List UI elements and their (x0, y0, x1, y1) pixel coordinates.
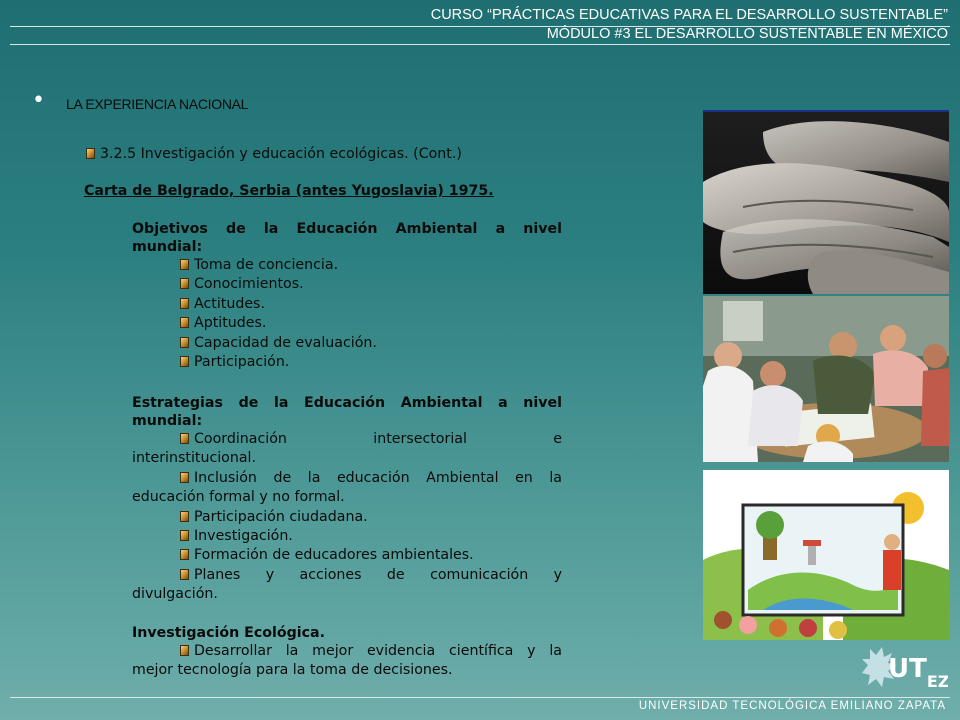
objetivos-heading-line1: Objetivos de la Educación Ambiental a nivel (132, 221, 562, 237)
small-gold-square-icon (180, 530, 189, 541)
list-item (132, 314, 562, 333)
list-item (132, 430, 562, 449)
small-gold-square-icon (180, 645, 189, 656)
list-item (132, 275, 562, 294)
logo-text: $UT_{EZ}$ (888, 654, 948, 691)
group-workshop-photo (703, 296, 949, 462)
small-gold-square-icon (86, 148, 95, 159)
utez-logo (862, 645, 948, 695)
footer-university: UNIVERSIDAD TECNOLÓGICA EMILIANO ZAPATA (638, 700, 946, 712)
list-item-text: Desarrollar la mejor evidencia científica y la (194, 643, 562, 659)
list-item (132, 256, 562, 275)
list-item (132, 642, 562, 661)
small-gold-square-icon (180, 433, 189, 444)
list-item-text: Aptitudes. (194, 315, 267, 332)
list-item-text: Coordinación intersectorial e (194, 431, 562, 447)
subsection-text: 3.2.5 Investigación y educación ecológicas. (Cont.) (100, 146, 462, 162)
list-item-text: Conocimientos. (194, 276, 304, 293)
small-gold-square-icon (180, 549, 189, 560)
list-item (132, 334, 562, 353)
list-item (132, 295, 562, 314)
objetivos-block (132, 220, 562, 372)
list-item (132, 546, 562, 565)
section-title: LA EXPERIENCIA NACIONAL (66, 96, 249, 112)
list-item-text: Toma de conciencia. (194, 257, 339, 273)
header-course-title: CURSO “PRÁCTICAS EDUCATIVAS PARA EL DESARROLLO SUSTENTABLE” (430, 7, 948, 23)
list-item-text: Formación de educadores ambientales. (194, 547, 474, 564)
objetivos-heading-line2: mundial: (132, 239, 203, 255)
small-gold-square-icon (180, 278, 189, 289)
header-module-title: MÓDULO #3 EL DESARROLLO SUSTENTABLE EN MÉXICO (546, 26, 948, 42)
list-item (132, 508, 562, 527)
list-item-text: Inclusión de la educación Ambiental en la (194, 469, 562, 486)
estrategias-heading-line2: mundial: (132, 413, 203, 429)
environment-illustration (703, 470, 949, 640)
list-item-text: Planes y acciones de comunicación y (194, 566, 562, 583)
header-divider-bottom (10, 44, 950, 45)
section-bullet: • (32, 88, 45, 113)
list-item-continuation: educación formal y no formal. (132, 489, 345, 506)
list-item-continuation: interinstitucional. (132, 450, 257, 467)
estrategias-block (132, 394, 562, 605)
small-gold-square-icon (180, 356, 189, 367)
investigacion-heading: Investigación Ecológica. (132, 625, 325, 641)
list-item (132, 469, 562, 488)
list-item-continuation: divulgación. (132, 586, 218, 603)
list-item-text: Investigación. (194, 528, 293, 545)
small-gold-square-icon (180, 259, 189, 270)
investigacion-block (132, 624, 562, 681)
estrategias-heading-line1: Estrategias de la Educación Ambiental a nivel (132, 395, 562, 411)
small-gold-square-icon (180, 337, 189, 348)
list-item (132, 353, 562, 372)
small-gold-square-icon (180, 472, 189, 483)
footer-divider (10, 697, 950, 698)
list-item-text: Actitudes. (194, 295, 265, 312)
small-gold-square-icon (180, 511, 189, 522)
stacked-hands-photo (703, 110, 949, 294)
carta-heading: Carta de Belgrado, Serbia (antes Yugoslavia) 1975. (84, 183, 494, 199)
list-item-continuation: mejor tecnología para la toma de decisiones. (132, 662, 453, 679)
subsection-heading (86, 145, 462, 164)
list-item-text: Participación. (194, 354, 290, 371)
small-gold-square-icon (180, 317, 189, 328)
small-gold-square-icon (180, 298, 189, 309)
list-item (132, 527, 562, 546)
list-item-text: Capacidad de evaluación. (194, 334, 377, 351)
list-item-text: Participación ciudadana. (194, 508, 368, 525)
list-item (132, 566, 562, 585)
small-gold-square-icon (180, 569, 189, 580)
